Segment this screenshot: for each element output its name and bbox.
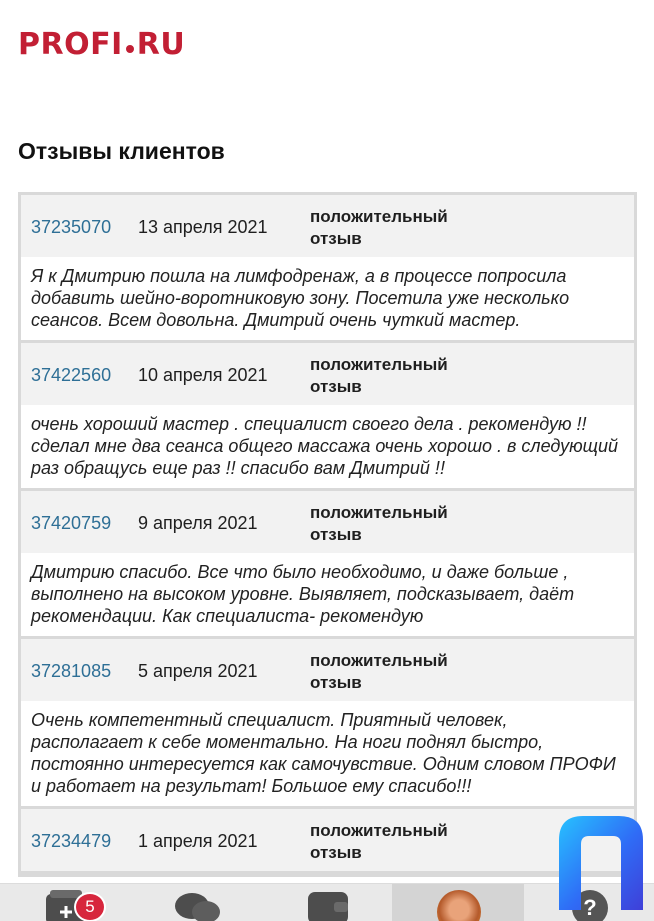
help-icon: ? [572,890,608,921]
review-date: 1 апреля 2021 [138,831,258,851]
floating-brand-icon[interactable] [555,810,647,915]
orders-badge: 5 [74,892,106,921]
nav-chats[interactable] [130,884,260,921]
review-order-link[interactable]: 37235070 [31,217,112,237]
logo-dot-icon [123,34,137,54]
chat-icon [172,884,228,921]
nav-wallet[interactable] [260,884,392,921]
review-order-link[interactable]: 37422560 [31,365,112,385]
logo-text-right: RU [136,27,186,62]
review-date: 5 апреля 2021 [138,661,258,681]
review-header [21,809,634,871]
review-date: 9 апреля 2021 [138,513,258,533]
review-order-link[interactable]: 37281085 [31,661,112,681]
review-type: положительный отзыв [310,503,448,544]
wallet-icon [304,884,360,921]
review-item [21,195,634,340]
review-date: 13 апреля 2021 [138,217,268,237]
profile-avatar [437,890,481,921]
review-text: Я к Дмитрию пошла на лимфодренаж, а в процессе попросила добавить шейно-воротниковую зону. Посетила уже несколько сеансов. Всем довольна. Дмитрий очень чуткий мастер. [21,257,634,340]
review-date: 10 апреля 2021 [138,365,268,385]
nav-orders[interactable] [0,884,130,921]
review-order-link[interactable]: 37234479 [31,831,112,851]
review-header [21,491,634,553]
review-header [21,195,634,257]
review-header [21,343,634,405]
page-title: Отзывы клиентов [18,138,225,164]
nav-profile[interactable] [392,884,524,921]
review-type: положительный отзыв [310,355,448,396]
reviews-table [18,192,637,877]
review-type: положительный отзыв [310,821,448,862]
review-type: положительный отзыв [310,207,448,248]
profi-logo[interactable] [18,28,185,62]
review-item [21,809,634,871]
review-text: Очень компетентный специалист. Приятный человек, располагает к себе моментально. На ноги поднял быстро, постоянно интересуется как самочувствие. Одним словом ПРОФИ и работает на результат! Большое ему спасибо!!! [21,701,634,806]
review-type: положительный отзыв [310,651,448,692]
review-text: Дмитрию спасибо. Все что было необходимо, и даже больше , выполнено на высоком уровне. Выявляет, подсказывает, даёт рекомендации. Как специалиста- рекомендую [21,553,634,636]
review-item [21,491,634,636]
review-item [21,639,634,806]
review-header [21,639,634,701]
review-text: очень хороший мастер . специалист своего дела . рекомендую !! сделал мне два сеанса общего массажа очень хорошо . в следующий раз обращусь еще раз !! спасибо вам Дмитрий !! [21,405,634,488]
review-order-link[interactable]: 37420759 [31,513,112,533]
review-item [21,343,634,488]
logo-text-left: PROFI [18,27,123,62]
